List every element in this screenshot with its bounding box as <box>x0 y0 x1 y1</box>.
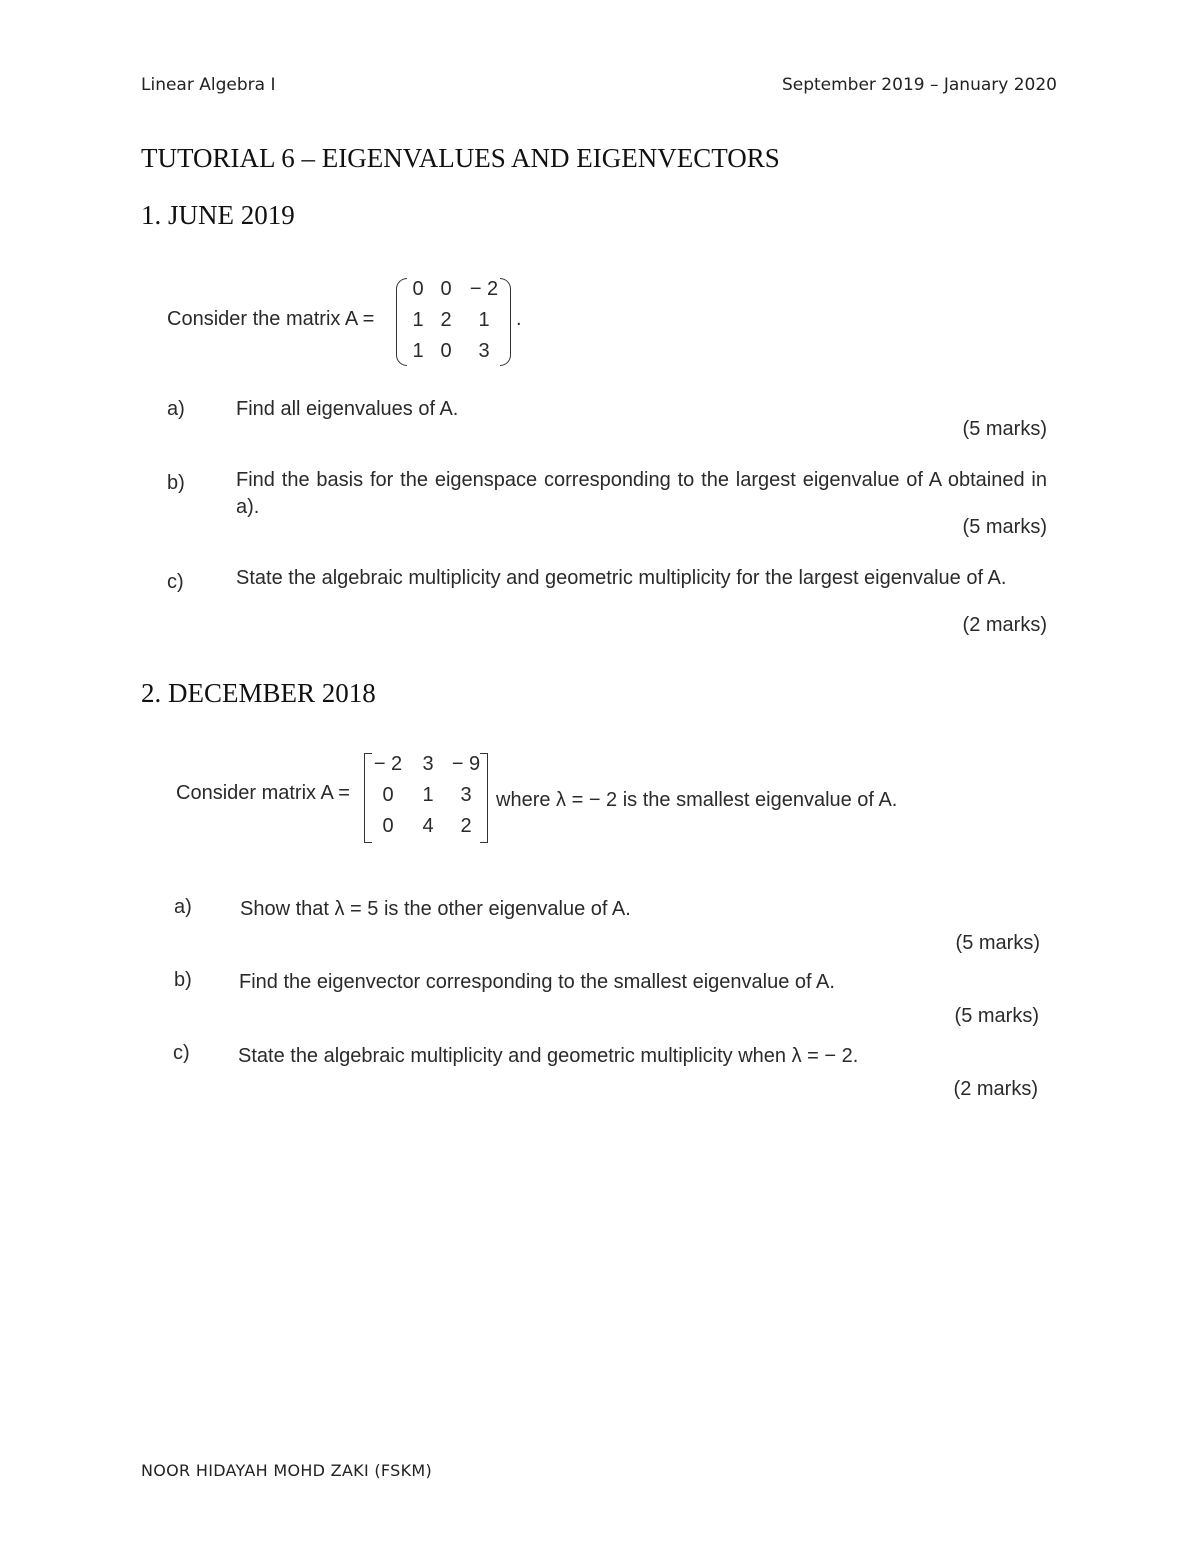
matrix-cell: 0 <box>440 278 452 300</box>
section-1-intro-period: . <box>516 308 522 330</box>
matrix-cell: − 2 <box>469 278 499 300</box>
section-2-matrix <box>364 751 494 847</box>
matrix-cell: 3 <box>478 340 490 362</box>
matrix-cell: 0 <box>382 784 394 806</box>
section-2-heading: 2. DECEMBER 2018 <box>141 678 376 708</box>
question-label: b) <box>174 969 192 991</box>
matrix-cell: 1 <box>412 309 424 331</box>
section-2-intro: Consider matrix A = <box>176 782 350 804</box>
question-marks: (5 marks) <box>954 1005 1039 1027</box>
question-label: b) <box>167 472 185 494</box>
question-marks: (5 marks) <box>962 516 1047 538</box>
header-semester: September 2019 – January 2020 <box>781 75 1057 95</box>
question-text: State the algebraic multiplicity and geometric multiplicity for the largest eigenvalue of A. <box>236 567 1007 589</box>
matrix-cell: 4 <box>422 815 434 837</box>
question-text: Find all eigenvalues of A. <box>236 398 459 420</box>
matrix-cell: 1 <box>478 309 490 331</box>
matrix-cell: 0 <box>412 278 424 300</box>
question-label: c) <box>167 571 184 593</box>
matrix-cell: 1 <box>422 784 434 806</box>
question-marks: (5 marks) <box>962 418 1047 440</box>
matrix-cell: − 2 <box>373 753 403 775</box>
section-1-heading: 1. JUNE 2019 <box>141 200 295 230</box>
header-course-name: Linear Algebra I <box>141 75 276 95</box>
matrix-cell: 2 <box>460 815 472 837</box>
question-text: Show that λ = 5 is the other eigenvalue of A. <box>240 898 631 920</box>
footer-author: NOOR HIDAYAH MOHD ZAKI (FSKM) <box>141 1461 433 1480</box>
question-marks: (2 marks) <box>962 614 1047 636</box>
matrix-cell: 2 <box>440 309 452 331</box>
question-marks: (2 marks) <box>953 1078 1038 1100</box>
matrix-cell: 3 <box>422 753 434 775</box>
question-text: Find the basis for the eigenspace corresponding to the largest eigenvalue of A obtained in a). <box>236 469 1047 518</box>
question-marks: (5 marks) <box>955 932 1040 954</box>
matrix-cell: − 9 <box>451 753 481 775</box>
section-2-intro-suffix: where λ = − 2 is the smallest eigenvalue of A. <box>496 789 898 811</box>
question-label: a) <box>174 896 192 918</box>
matrix-cell: 0 <box>382 815 394 837</box>
matrix-cell: 0 <box>440 340 452 362</box>
section-1-intro: Consider the matrix A = <box>167 308 375 330</box>
matrix-cell: 3 <box>460 784 472 806</box>
question-text: Find the eigenvector corresponding to the smallest eigenvalue of A. <box>239 971 835 993</box>
page-title: TUTORIAL 6 – EIGENVALUES AND EIGENVECTORS <box>141 143 780 173</box>
matrix-cell: 1 <box>412 340 424 362</box>
question-text: State the algebraic multiplicity and geometric multiplicity when λ = − 2. <box>238 1045 859 1067</box>
section-1-matrix <box>396 276 516 368</box>
question-label: a) <box>167 398 185 420</box>
question-label: c) <box>173 1042 190 1064</box>
